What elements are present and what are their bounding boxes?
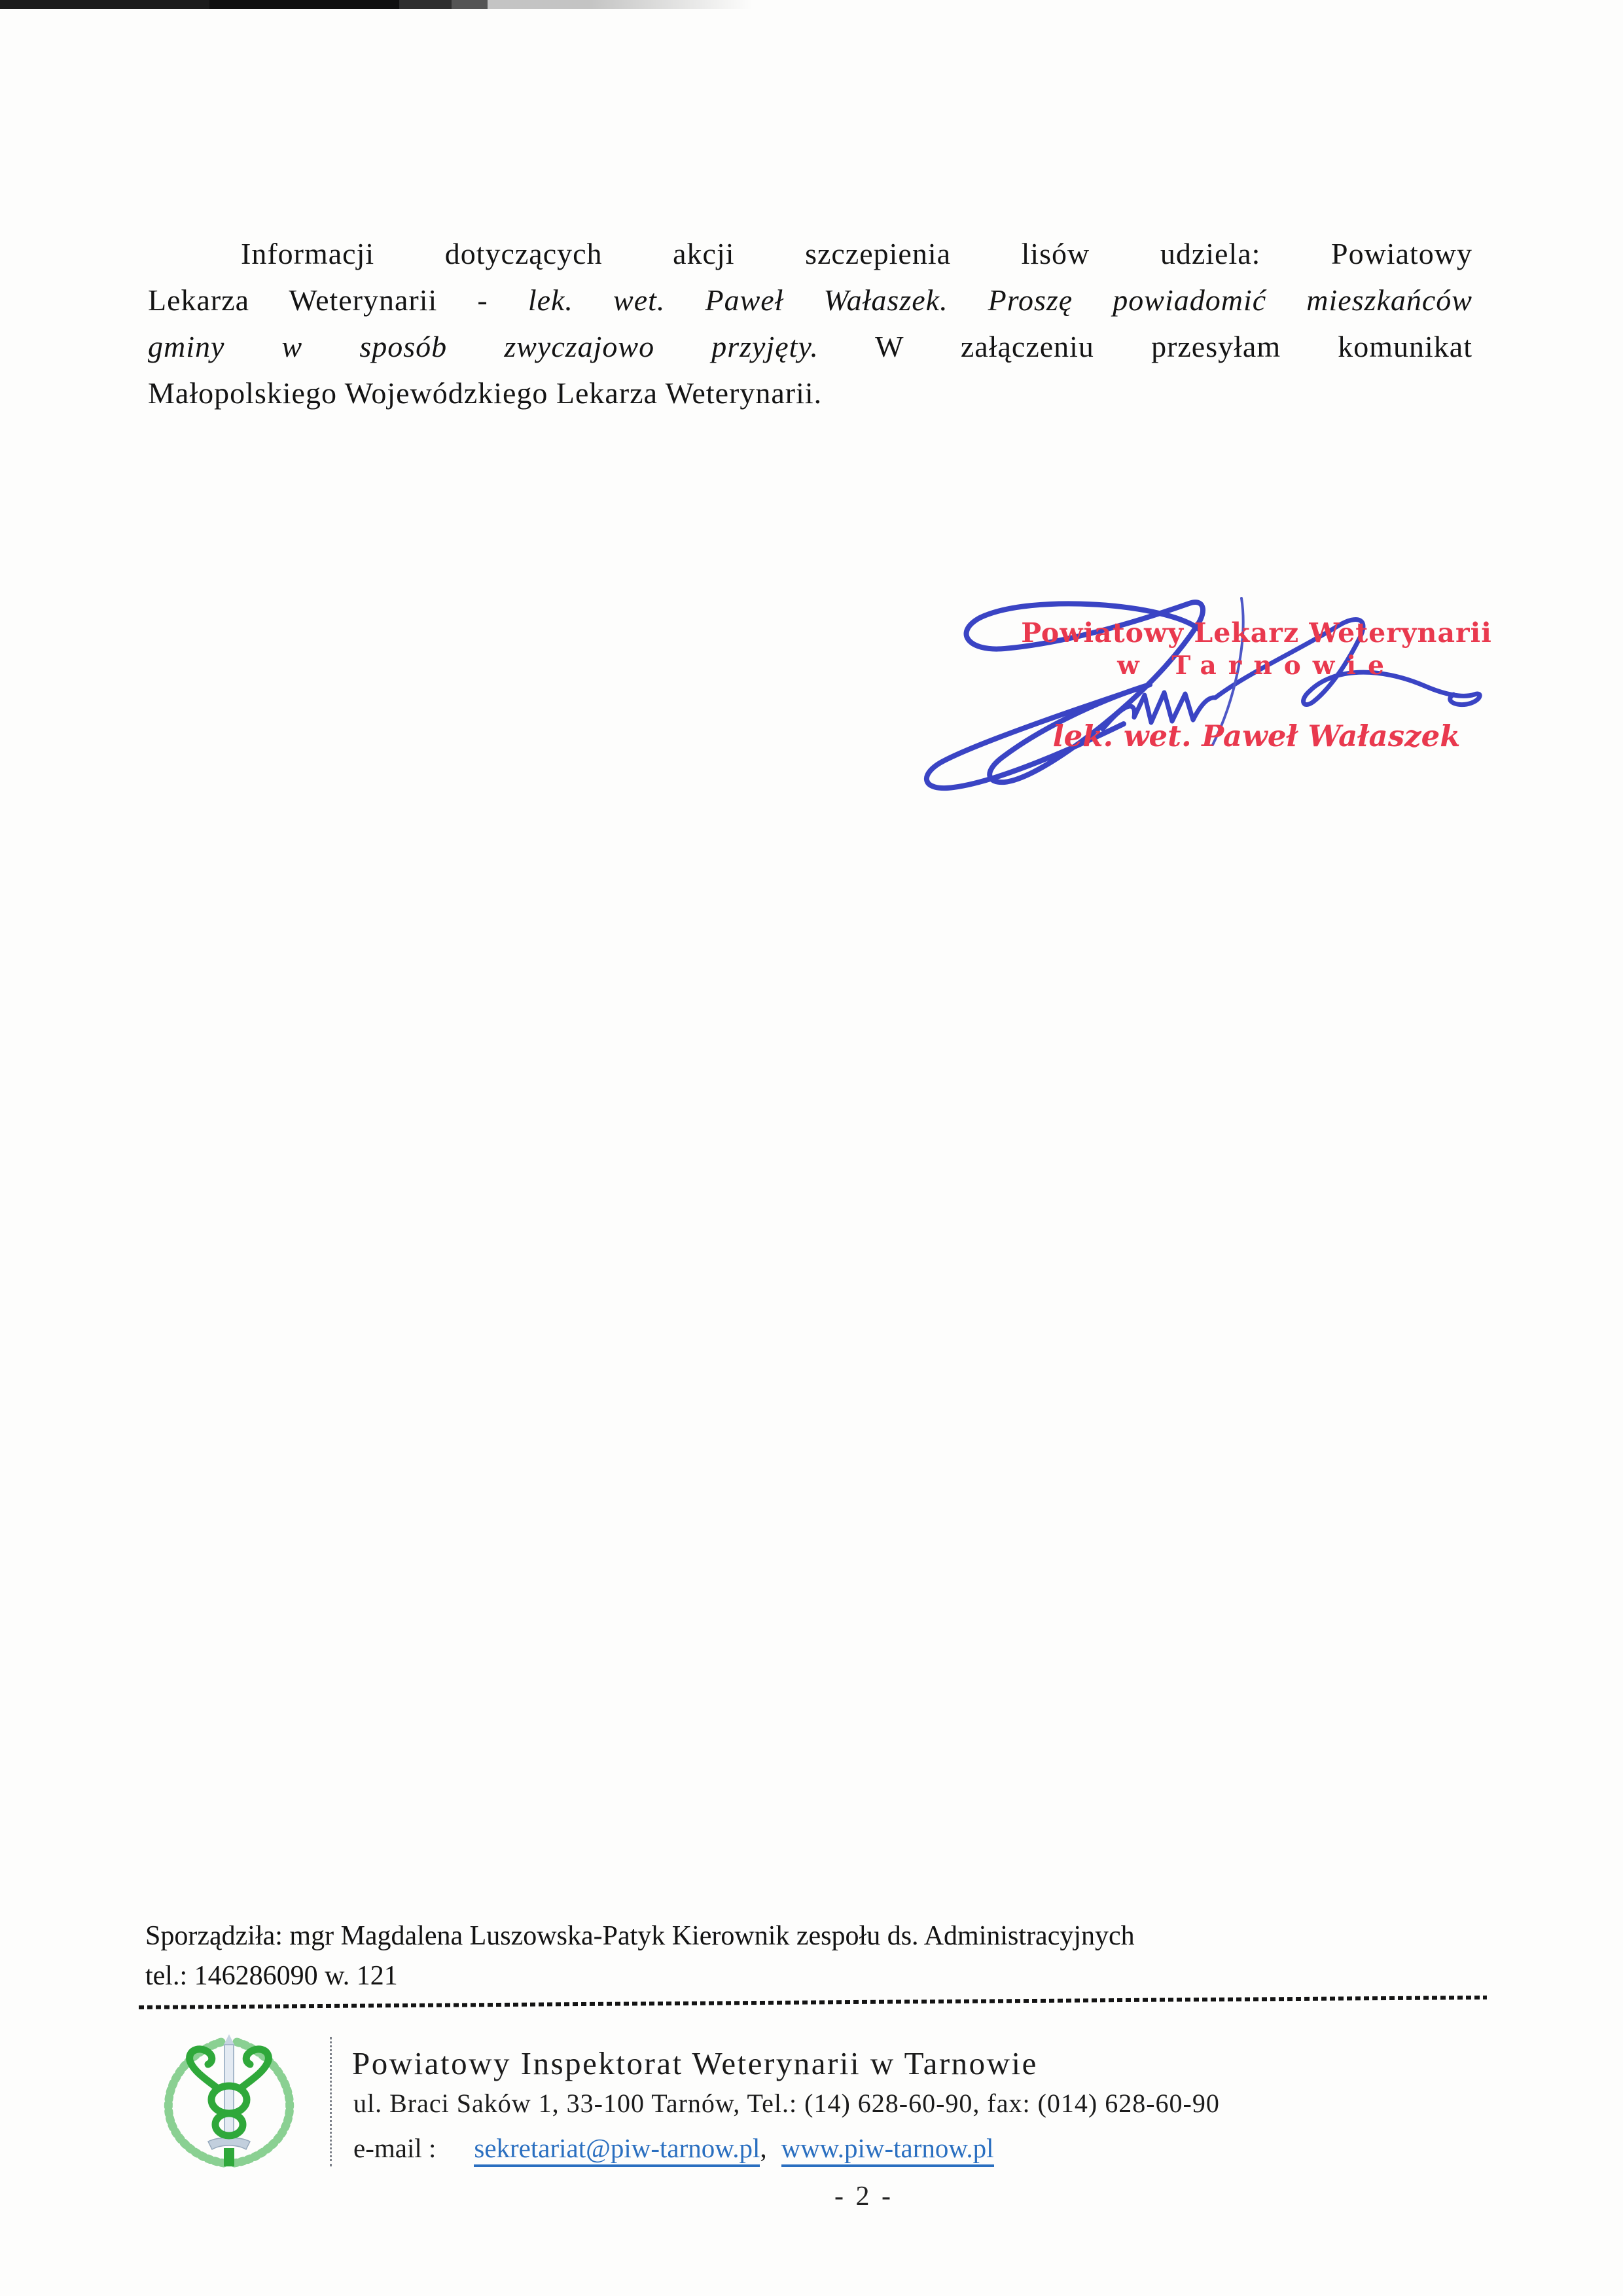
- prepared-by-phone: tel.: 146286090 w. 121: [145, 1961, 398, 1991]
- paragraph-text-italic: gminy w sposób zwyczajowo przyjęty.: [148, 330, 819, 363]
- body-paragraph: [148, 230, 1472, 416]
- scan-edge-artifact: [0, 0, 759, 9]
- stamp-title: Powiatowy Lekarz Weterynarii: [1021, 617, 1492, 649]
- footer-vertical-divider: [330, 2037, 332, 2166]
- prepared-by-line: Sporządziła: mgr Magdalena Luszowska-Patyk Kierownik zespołu ds. Administracyjnych: [145, 1921, 1135, 1951]
- paragraph-text-italic: lek. wet. Paweł Wałaszek. Proszę powiadomić mieszkańców: [527, 283, 1472, 317]
- paragraph-text: Małopolskiego Wojewódzkiego Lekarza Weterynarii.: [148, 376, 823, 410]
- address-phone-line: ul. Braci Saków 1, 33-100 Tarnów, Tel.: (14) 628-60-90, fax: (014) 628-60-90: [353, 2089, 1220, 2118]
- paragraph-line: [148, 370, 1472, 416]
- paragraph-text: Lekarza Weterynarii -: [148, 283, 488, 317]
- dashed-divider-line: [139, 1996, 1487, 2009]
- website-link[interactable]: www.piw-tarnow.pl: [781, 2133, 994, 2167]
- email-label: e-mail :: [353, 2133, 437, 2163]
- veterinary-caduceus-sword-wreath-icon: [156, 2033, 302, 2169]
- paragraph-text: Informacji dotyczących akcji szczepienia lisów udziela: Powiatowy: [241, 237, 1472, 270]
- link-separator: ,: [760, 2133, 767, 2163]
- page-number: - 2 -: [834, 2181, 893, 2212]
- paragraph-line: [148, 277, 1472, 323]
- paragraph-text: W załączeniu przesyłam komunikat: [875, 330, 1472, 363]
- prepared-by-note: [145, 1916, 1135, 1996]
- paragraph-line: [148, 230, 1472, 277]
- organization-name: Powiatowy Inspektorat Weterynarii w Tarnowie: [352, 2045, 1038, 2081]
- stamp-city: w Tarnowie: [1117, 651, 1396, 681]
- veterinarian-office-stamp: [1021, 617, 1492, 753]
- email-row: [353, 2132, 994, 2164]
- email-link[interactable]: sekretariat@piw-tarnow.pl: [474, 2133, 760, 2167]
- stamp-signer-name: lek. wet. Paweł Wałaszek: [1052, 719, 1461, 753]
- paragraph-line: [148, 323, 1472, 370]
